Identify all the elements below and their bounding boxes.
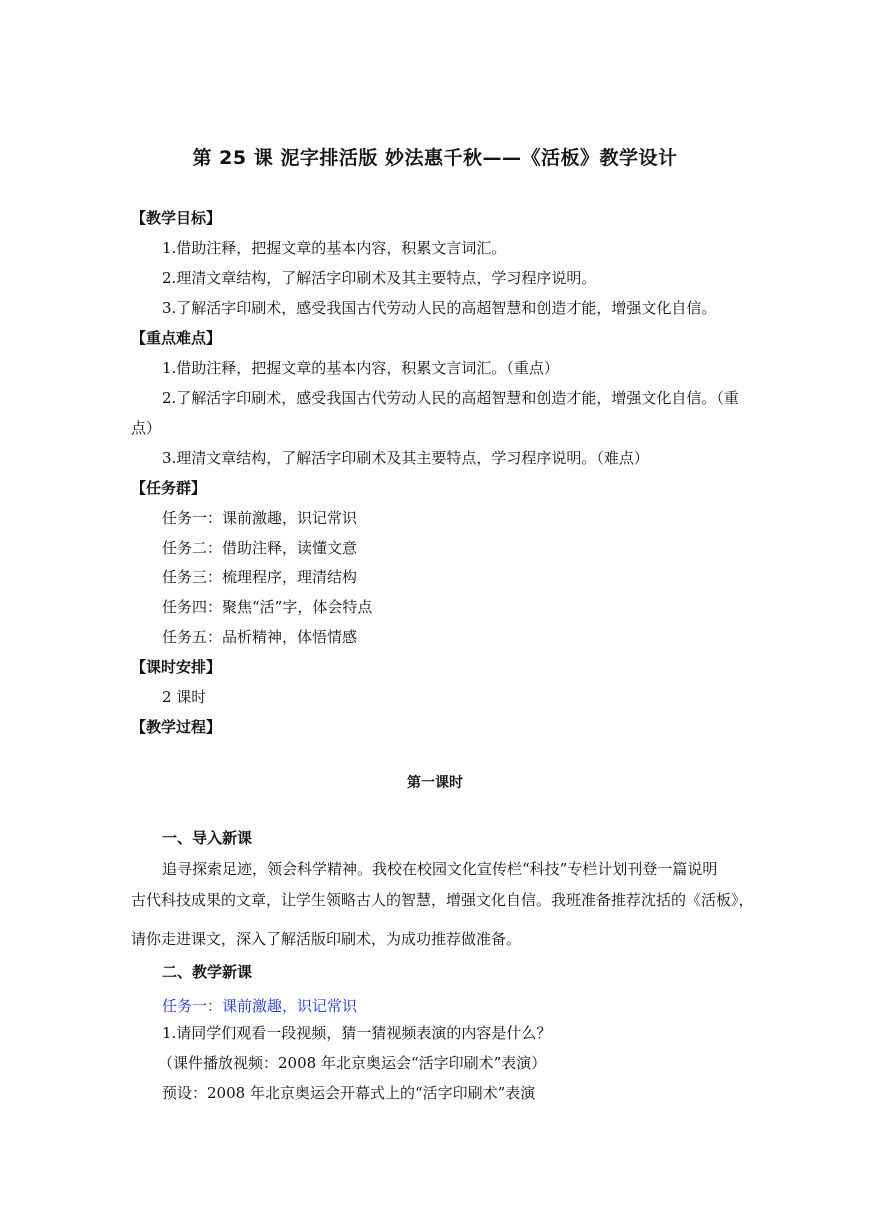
task-item: 任务四：聚焦“活”字，体会特点 — [162, 598, 373, 616]
schedule-heading: 【课时安排】 — [131, 658, 222, 676]
process-heading: 【教学过程】 — [131, 718, 222, 736]
period-title: 第一课时 — [407, 775, 463, 791]
section-heading: 一、导入新课 — [162, 829, 253, 847]
tasks-heading: 【任务群】 — [131, 479, 207, 497]
paragraph-line: 请你走进课文，深入了解活版印刷术，为成功推荐做准备。 — [131, 930, 522, 948]
task-item: 任务五：品析精神，体悟情感 — [162, 628, 358, 646]
document-title: 第 25 课 泥字排活版 妙法惠千秋——《活板》教学设计 — [192, 147, 678, 169]
question-note: （课件播放视频：2008 年北京奥运会“活字印刷术”表演） — [158, 1054, 547, 1072]
key-point-item: 2.了解活字印刷术，感受我国古代劳动人民的高超智慧和创造才能，增强文化自信。（重 — [162, 389, 739, 407]
schedule-value: 2 课时 — [162, 688, 207, 706]
goal-item: 3.了解活字印刷术，感受我国古代劳动人民的高超智慧和创造才能，增强文化自信。 — [162, 299, 717, 317]
key-point-item: 3.理清文章结构，了解活字印刷术及其主要特点，学习程序说明。（难点） — [162, 449, 649, 467]
task-title: 任务一：课前激趣，识记常识 — [162, 997, 358, 1015]
key-point-item-continued: 点） — [131, 419, 162, 437]
goal-item: 2.理清文章结构，了解活字印刷术及其主要特点，学习程序说明。 — [162, 269, 597, 287]
key-point-item: 1.借助注释，把握文章的基本内容，积累文言词汇。（重点） — [162, 359, 559, 377]
goals-heading: 【教学目标】 — [131, 209, 222, 227]
task-item: 任务一：课前激趣，识记常识 — [162, 509, 358, 527]
question-line: 1.请同学们观看一段视频，猜一猜视频表演的内容是什么？ — [162, 1024, 552, 1042]
paragraph-line: 古代科技成果的文章，让学生领略古人的智慧，增强文化自信。我班准备推荐沈括的《活板》， — [131, 891, 754, 909]
question-answer: 预设：2008 年北京奥运会开幕式上的“活字印刷术”表演 — [162, 1084, 536, 1102]
task-item: 任务二：借助注释，读懂文意 — [162, 539, 358, 557]
key-points-heading: 【重点难点】 — [131, 329, 222, 347]
paragraph-line: 追寻探索足迹，领会科学精神。我校在校园文化宣传栏“科技”专栏计划刊登一篇说明 — [162, 860, 718, 878]
task-item: 任务三：梳理程序，理清结构 — [162, 568, 358, 586]
goal-item: 1.借助注释，把握文章的基本内容，积累文言词汇。 — [162, 239, 507, 257]
section-heading: 二、教学新课 — [162, 963, 253, 981]
